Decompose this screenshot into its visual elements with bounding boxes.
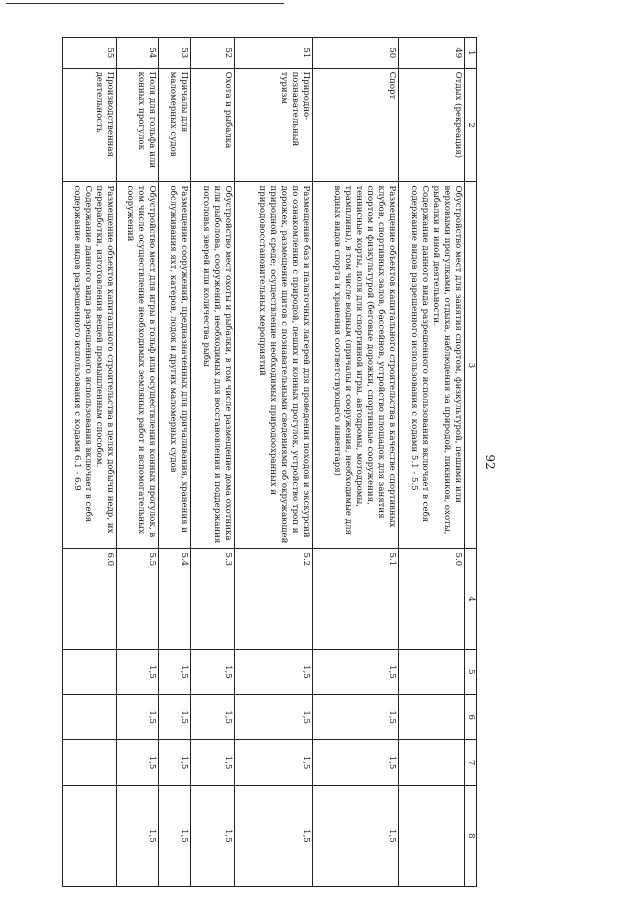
- header-col-1: 1: [465, 38, 477, 69]
- header-col-4: 4: [465, 549, 477, 649]
- header-col-6: 6: [465, 695, 477, 740]
- use-name: Охота и рыбалка: [191, 68, 235, 182]
- description-paragraph: Содержание данного вида разрешенного использования включает в себя содержание видов разрешенного использования с кодами 6.1 - 6.9: [72, 185, 93, 523]
- rotated-content: [5, 37, 505, 887]
- description-paragraph: Обустройство мест для игры в гольф или осуществления конных прогулок, в том числе осуществление необходимых земляных работ и вспомогательных сооружений: [125, 185, 157, 538]
- row-number: 49: [399, 38, 465, 69]
- value-col-6: 1,5: [117, 695, 159, 740]
- top-rule: [6, 3, 284, 4]
- value-col-7: [399, 740, 465, 785]
- value-col-6: 1,5: [191, 695, 235, 740]
- row-number: 53: [159, 38, 191, 69]
- use-name: Поля для гольфа или конных прогулок: [117, 68, 159, 182]
- header-col-2: 2: [465, 68, 477, 182]
- use-description: [159, 182, 191, 549]
- value-col-7: 1,5: [159, 740, 191, 785]
- table-row: [399, 38, 465, 887]
- use-name: Производственная деятельность: [63, 68, 117, 182]
- header-col-8: 8: [465, 785, 477, 886]
- use-code: 5.3: [191, 549, 235, 649]
- header-col-5: 5: [465, 649, 477, 694]
- use-code: 5.5: [117, 549, 159, 649]
- use-code: 6.0: [63, 549, 117, 649]
- use-description: [63, 182, 117, 549]
- use-description: [191, 182, 235, 549]
- value-col-8: 1,5: [313, 785, 399, 886]
- land-use-table: [62, 37, 477, 887]
- use-description: [117, 182, 159, 549]
- header-row: [465, 38, 477, 887]
- value-col-5: [399, 649, 465, 694]
- use-name: Причалы для маломерных судов: [159, 68, 191, 182]
- use-name: Отдых (рекреация): [399, 68, 465, 182]
- value-col-6: [399, 695, 465, 740]
- use-code: 5.4: [159, 549, 191, 649]
- table-row: [191, 38, 235, 887]
- use-description: [313, 182, 399, 549]
- header-col-3: 3: [465, 182, 477, 549]
- value-col-8: [63, 785, 117, 886]
- value-col-7: 1,5: [117, 740, 159, 785]
- use-name: Спорт: [313, 68, 399, 182]
- value-col-5: [63, 649, 117, 694]
- use-name: Природно-познавательный туризм: [235, 68, 313, 182]
- table-row: [117, 38, 159, 887]
- row-number: 52: [191, 38, 235, 69]
- value-col-8: 1,5: [235, 785, 313, 886]
- value-col-6: 1,5: [313, 695, 399, 740]
- value-col-6: 1,5: [159, 695, 191, 740]
- value-col-8: [399, 785, 465, 886]
- table-row: [235, 38, 313, 887]
- description-paragraph: Размещение объектов капитального строительства в качестве спортивных клубов, спортивных залов, бассейнов, устройство площадок для занятия спортом и физкультурой (беговые дорожки, спортивные сооружения, теннисные корты, поля для спортивной игры, автодромы, мотодромы, трамплины), в том числе водным (причалы и сооружения, необходимые для водных видов спорта и хранения соответствующего инвентаря): [332, 185, 397, 535]
- value-col-5: 1,5: [117, 649, 159, 694]
- value-col-5: 1,5: [191, 649, 235, 694]
- value-col-5: 1,5: [159, 649, 191, 694]
- use-description: [399, 182, 465, 549]
- row-number: 51: [235, 38, 313, 69]
- table-row: [313, 38, 399, 887]
- description-paragraph: Размещение баз и палаточных лагерей для проведения походов и экскурсий по ознакомлению с природой, пеших и конных прогулок, устройство троп и дорожек, размещение щитов с познавательными сведениями об окружающей природной среде; осуществление необходимых природоохранных и природовосстановительных мероприятий: [257, 185, 311, 544]
- row-number: 55: [63, 38, 117, 69]
- value-col-7: 1,5: [313, 740, 399, 785]
- use-code: 5.1: [313, 549, 399, 649]
- use-description: [235, 182, 313, 549]
- value-col-5: 1,5: [235, 649, 313, 694]
- document-page: [5, 37, 505, 887]
- page-number: 92: [483, 454, 497, 470]
- use-code: 5.2: [235, 549, 313, 649]
- description-paragraph: Содержание данного вида разрешенного использования включает в себя содержание видов разрешенного использования с кодами 5.1 - 5.5: [409, 185, 430, 523]
- table-row: [63, 38, 117, 887]
- value-col-6: [63, 695, 117, 740]
- value-col-8: 1,5: [191, 785, 235, 886]
- row-number: 50: [313, 38, 399, 69]
- description-paragraph: Обустройство мест для занятия спортом, физкультурой, пешими или верховыми прогулками, отдыха, наблюдения за природой, пикников, охоты, рыбалки и иной деятельности.: [431, 185, 463, 535]
- description-paragraph: Обустройство мест охоты и рыбалки, в том числе размещение дома охотника или рыболова, сооружений, необходимых для восстановления и поддержания поголовья зверей или количества рыбы: [201, 185, 233, 544]
- description-paragraph: Размещение сооружений, предназначенных для причаливания, хранения и обслуживания яхт, катеров, лодок и других маломерных судов: [168, 185, 189, 533]
- use-code: 5.0: [399, 549, 465, 649]
- row-number: 54: [117, 38, 159, 69]
- value-col-7: 1,5: [235, 740, 313, 785]
- description-paragraph: Размещение объектов капитального строительства в целях добычи недр, их переработки, изготовления вещей промышленным способом.: [94, 185, 115, 534]
- value-col-8: 1,5: [159, 785, 191, 886]
- header-col-7: 7: [465, 740, 477, 785]
- value-col-8: 1,5: [117, 785, 159, 886]
- table-row: [159, 38, 191, 887]
- value-col-5: 1,5: [313, 649, 399, 694]
- value-col-7: [63, 740, 117, 785]
- value-col-6: 1,5: [235, 695, 313, 740]
- value-col-7: 1,5: [191, 740, 235, 785]
